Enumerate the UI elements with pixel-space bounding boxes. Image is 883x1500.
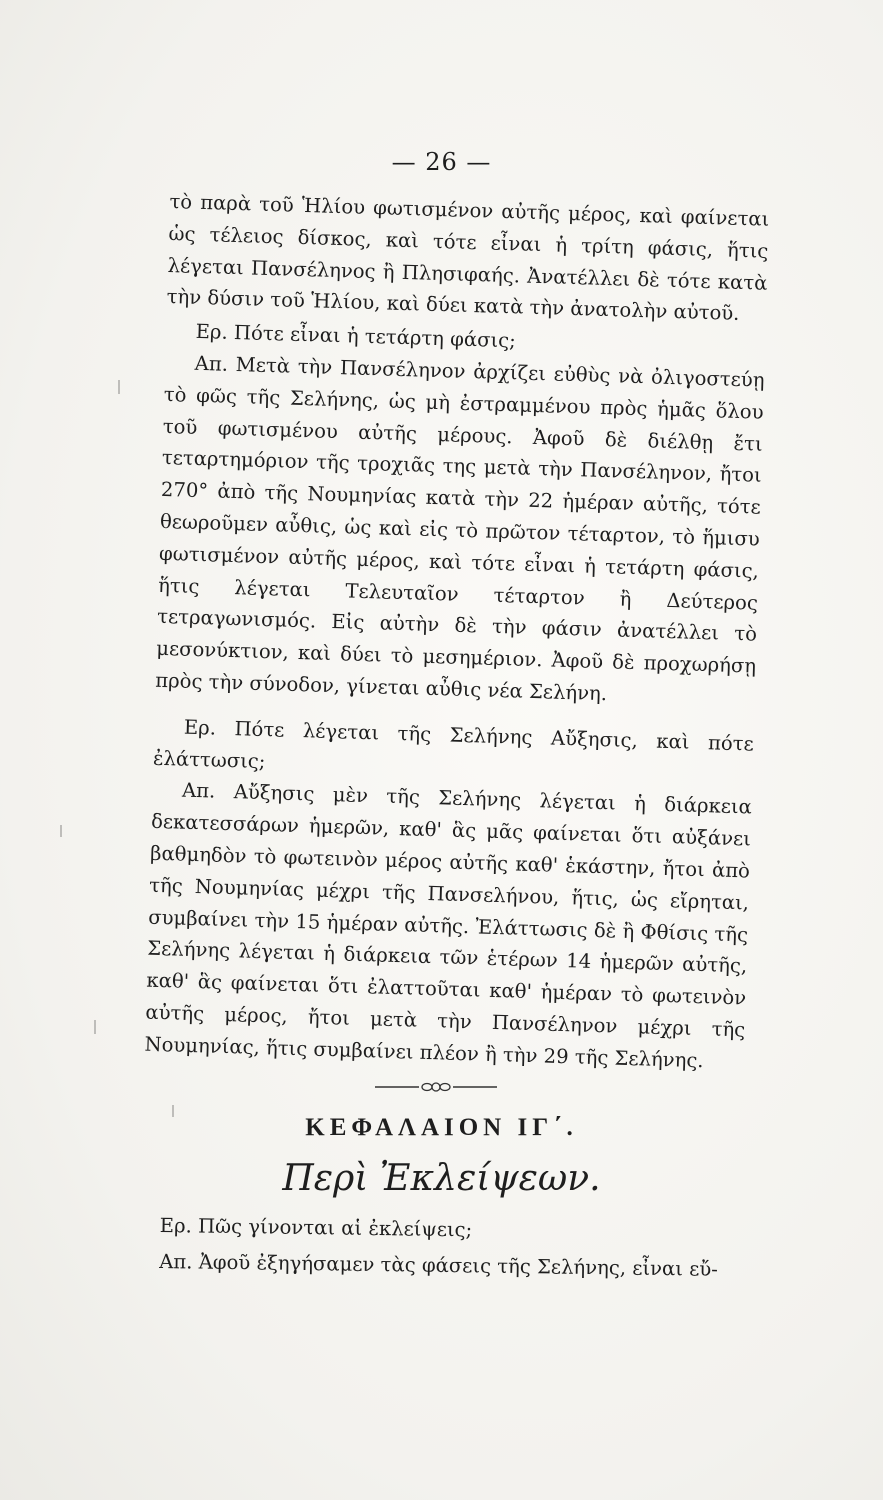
page-number: — 26 — — [391, 148, 492, 176]
paragraph-continuation: τὸ παρὰ τοῦ Ἡλίου φωτισμένον αὐτῆς μέρος, καὶ φαίνεται ὡς τέλειος δίσκος, καὶ τότε εἶναι ἡ τρίτη φάσις, ἥτις λέγεται Πανσέληνος ἢ Πλησιφαής. Ἀνατέλλει δὲ τότε κατὰ τὴν δύσιν τοῦ Ἡλίου, καὶ δύει κατὰ τὴν ἀνατολὴν αὐτοῦ. — [166, 189, 770, 326]
margin-mark — [94, 1020, 96, 1034]
margin-mark — [60, 825, 62, 837]
question-fourth-phase: Ερ. Πότε εἶναι ἡ τετάρτη φάσις; — [195, 320, 517, 353]
margin-mark — [172, 1105, 174, 1117]
question-waxing-waning: Ερ. Πότε λέγεται τῆς Σελήνης Αὔξησις, καὶ πότε ἐλάττωσις; — [152, 715, 755, 773]
answer-waxing-waning: Απ. Αὔξησις μὲν τῆς Σελήνης λέγεται ἡ διάρκεια δεκατεσσάρων ἡμερῶν, καθ' ἃς μᾶς φαίνεται ὅτι αὐξάνει βαθμηδὸν τὸ φωτεινὸν μέρος αὐτῆς καθ' ἑκάστην, ἤτοι ἀπὸ τῆς Νουμηνίας μέχρι τῆς Πανσελήνου, ἥτις, ὡς εἴρηται, συμβαίνει τὴν 15 ἡμέραν αὐτῆς. Ἐλάττωσις δὲ ἢ Φθίσις τῆς Σελήνης λέγεται ἡ διάρκεια τῶν ἑτέρων 14 ἡμερῶν αὐτῆς, καθ' ἃς φαίνεται ὅτι ἐλαττοῦται καθ' ἡμέραν τὸ φωτεινὸν αὐτῆς μέρος, ἤτοι μετὰ τὴν Πανσέληνον μέχρι τῆς Νουμηνίας, ἥτις συμβαίνει πλέον ἢ τὴν 29 τῆς Σελήνης. — [144, 778, 753, 1072]
margin-mark — [118, 380, 120, 394]
answer-fourth-phase: Απ. Μετὰ τὴν Πανσέληνον ἀρχίζει εὐθὺς νὰ ὀλιγοστεύῃ τὸ φῶς τῆς Σελήνης, ὡς μὴ ἐστραμμένου πρὸς ἡμᾶς ὅλου τοῦ φωτισμένου αὐτῆς μέρους. Ἀφοῦ δὲ διέλθῃ ἔτι τεταρτημόριον τῆς τροχιᾶς της μετὰ τὴν Πανσέληνον, ἤτοι 270° ἀπὸ τῆς Νουμηνίας κατὰ τὴν 22 ἡμέραν αὐτῆς, τότε θεωροῦμεν αὖθις, ὡς καὶ εἰς τὸ πρῶτον τέταρτον, τὸ ἥμισυ φωτισμένον αὐτῆς μέρος, καὶ τότε εἶναι ἡ τετάρτη φάσις, ἥτις λέγεται Τελευταῖον τέταρτον ἢ Δεύτερος τετραγωνισμός. Εἰς αὐτὴν δὲ τὴν φάσιν ἀνατέλλει τὸ μεσονύκτιον, καὶ δύει τὸ μεσημέριον. Ἀφοῦ δὲ προχωρήσῃ πρὸς τὴν σύνοδον, γίνεται αὖθις νέα Σελήνη. — [154, 351, 765, 706]
body-text — [144, 186, 770, 1078]
chapter-subtitle: Περὶ Ἐκλείψεων. — [282, 1158, 601, 1199]
closing-text — [159, 1208, 750, 1288]
question-eclipses: Ερ. Πῶς γίνονται αἱ ἐκλείψεις; — [159, 1213, 473, 1242]
ornament-rule — [375, 1080, 497, 1094]
chapter-heading: ΚΕΦΑΛΑΙΟΝ ΙΓ΄. — [305, 1114, 578, 1141]
answer-eclipses: Απ. Ἀφοῦ ἐξηγήσαμεν τὰς φάσεις τῆς Σελήνης, εἶναι εὔ- — [159, 1249, 719, 1281]
